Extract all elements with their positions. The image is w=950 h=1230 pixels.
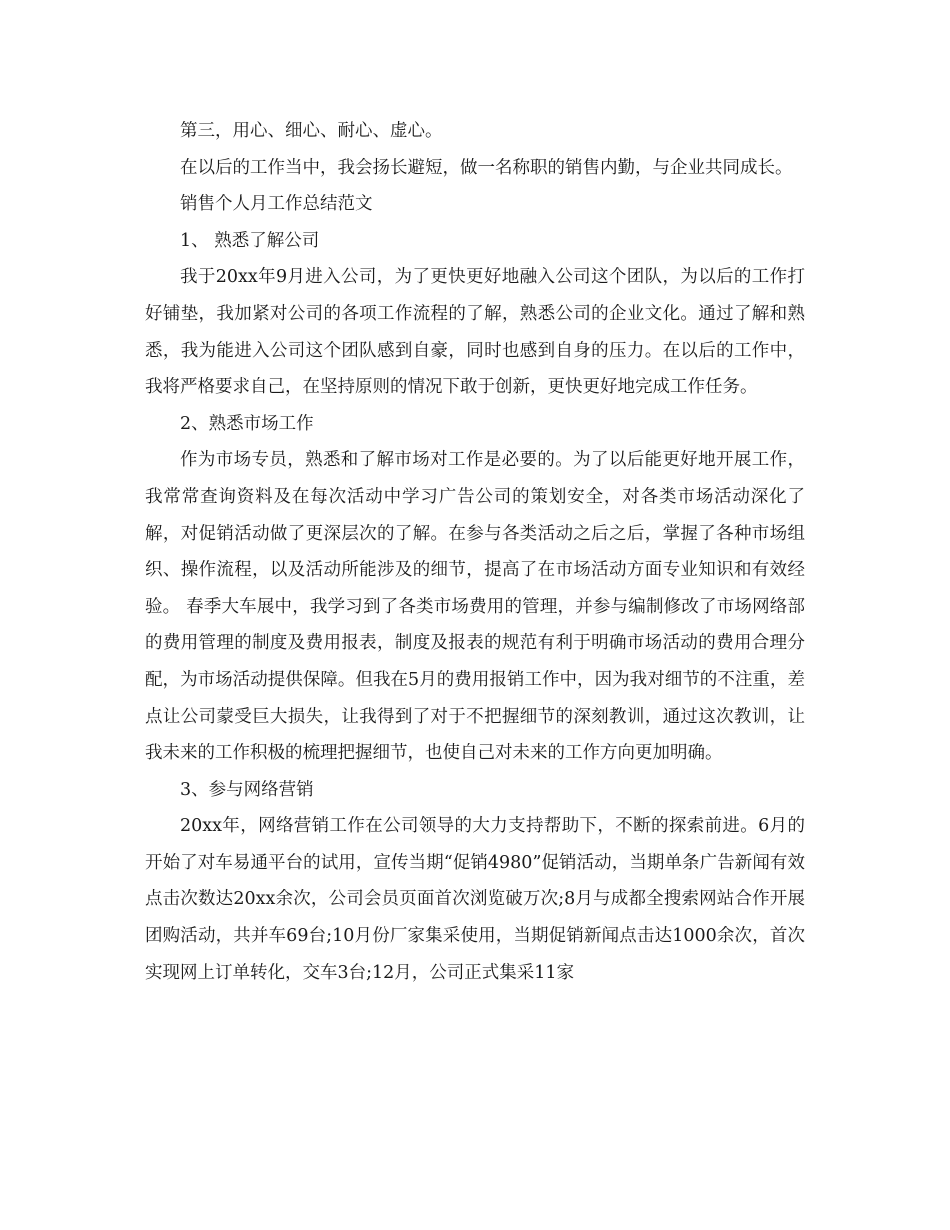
heading-online-marketing: 3、参与网络营销 — [180, 779, 314, 800]
heading-know-market: 2、熟悉市场工作 — [180, 413, 314, 434]
paragraph-know-market: 作为市场专员，熟悉和了解市场对工作是必要的。为了以后能更好地开展工作，我常常查询资料及在每次活动中学习广告公司的策划安全，对各类市场活动深化了解，对促销活动做了更深层次的了解。在参与各类活动之后之后，掌握了各种市场组织、操作流程，以及活动所能涉及的细节，提高了在市场活动方面专业知识和有效经验。 春季大车展中，我学习到了各类市场费用的管理，并参与编制修改了市场网络部的费用管理的制度及费用报表，制度及报表的规范有利于明确市场活动的费用合理分配，为市场活动提供保障。但我在5月的费用报销工作中，因为我对细节的不注重，差点让公司蒙受巨大损失，让我得到了对于不把握细节的深刻教训，通过这次教训，让我未来的工作积极的梳理把握细节，也使自己对未来的工作方向更加明确。 — [145, 450, 805, 764]
document-body — [145, 113, 805, 991]
paragraph-online-marketing: 20xx年，网络营销工作在公司领导的大力支持帮助下，不断的探索前进。6月的开始了对车易通平台的试用，宣传当期“促销4980”促销活动，当期单条广告新闻有效点击次数达20xx余次，公司会员页面首次浏览破万次;8月与成都全搜索网站合作开展团购活动，共并车69台;10月份厂家集采使用，当期促销新闻点击达1000余次，首次实现网上订单转化，交车3台;12月，公司正式集采11家 — [145, 816, 805, 983]
section-title: 销售个人月工作总结范文 — [180, 194, 373, 215]
paragraph-principles: 第三，用心、细心、耐心、虚心。 — [180, 121, 443, 141]
paragraph-future-work: 在以后的工作当中，我会扬长避短，做一名称职的销售内勤，与企业共同成长。 — [180, 157, 793, 178]
paragraph-know-company: 我于20xx年9月进入公司，为了更快更好地融入公司这个团队，为以后的工作打好铺垫，我加紧对公司的各项工作流程的了解，熟悉公司的企业文化。通过了解和熟悉，我为能进入公司这个团队感到自豪，同时也感到自身的压力。在以后的工作中，我将严格要求自己，在坚持原则的情况下敢于创新，更快更好地完成工作任务。 — [145, 267, 805, 398]
heading-know-company: 1、 熟悉了解公司 — [180, 230, 320, 251]
